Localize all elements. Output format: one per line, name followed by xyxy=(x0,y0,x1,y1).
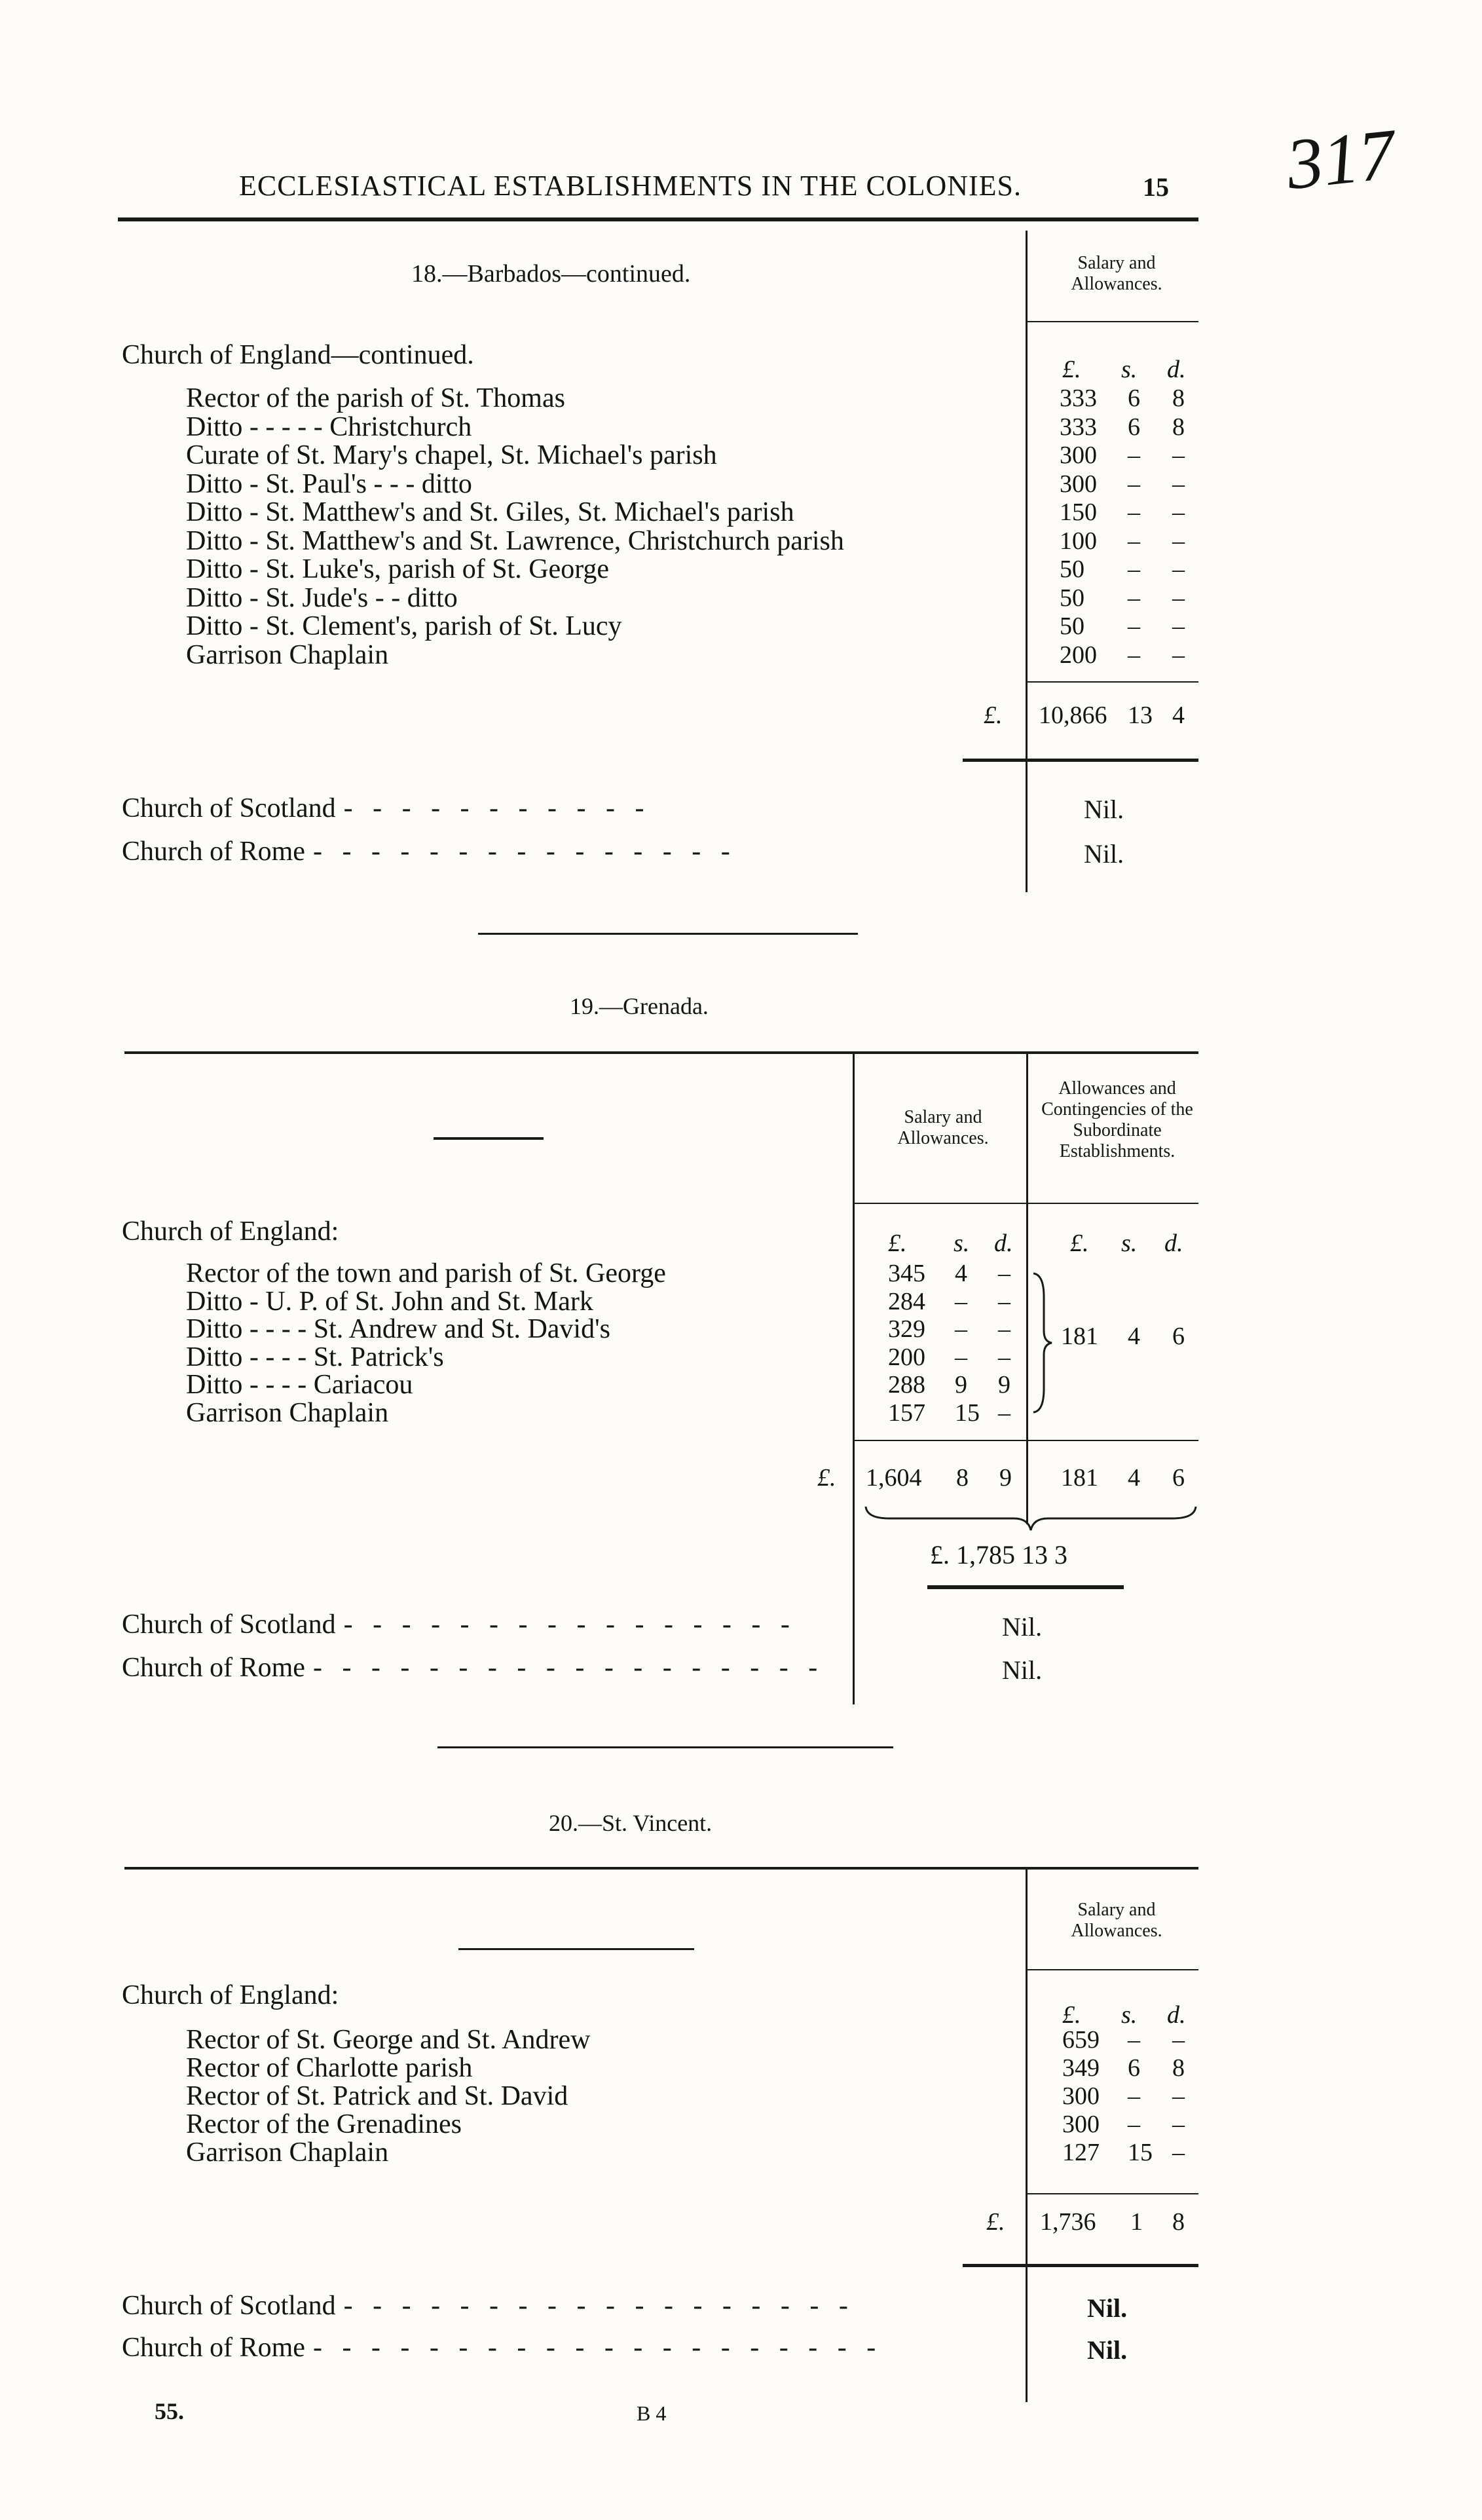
total2-pence: 6 xyxy=(1172,1464,1185,1492)
row-shillings: 4 xyxy=(955,1260,967,1287)
footer-signature: B 4 xyxy=(637,2401,667,2425)
row-label: Curate of St. Mary's chapel, St. Michael's parish xyxy=(186,440,717,470)
row-shillings: – xyxy=(955,1287,967,1315)
row-pounds: 333 xyxy=(1060,385,1097,412)
shillings-head-2: s. xyxy=(1121,1230,1138,1257)
running-title: ECCLESIASTICAL ESTABLISHMENTS IN THE COLONIES. xyxy=(239,170,1022,202)
footer-signature-mark: 55. xyxy=(155,2398,184,2424)
row-label: Ditto - - - - St. Patrick's xyxy=(186,1342,444,1372)
row-label: Ditto - St. Matthew's and St. Lawrence, Christchurch parish xyxy=(186,525,844,556)
row-pence: – xyxy=(998,1343,1010,1371)
row-pence: – xyxy=(1172,2139,1185,2166)
row-label: Ditto - St. Luke's, parish of St. George xyxy=(186,554,610,584)
row-shillings: – xyxy=(955,1343,967,1371)
row-pence: – xyxy=(1172,2026,1185,2054)
row-label: Ditto - St. Jude's - - ditto xyxy=(186,582,458,613)
row-pounds: 333 xyxy=(1060,413,1097,441)
church-of-scotland: Church of Scotland - - - - - - - - - - - xyxy=(122,793,651,823)
church-of-rome-value: Nil. xyxy=(1087,2335,1128,2365)
row-pence: – xyxy=(998,1399,1010,1427)
row-pence: 8 xyxy=(1172,413,1185,441)
total-pence: 9 xyxy=(999,1464,1012,1492)
section-title: 19.—Grenada. xyxy=(570,993,709,1019)
section-end-rule xyxy=(437,1746,893,1748)
row-label: Rector of Charlotte parish xyxy=(186,2053,473,2083)
handwritten-folio: 317 xyxy=(1283,113,1399,205)
total-pence: 8 xyxy=(1172,2208,1185,2236)
label-column-mark xyxy=(434,1137,544,1140)
total-shillings: 13 xyxy=(1128,702,1153,729)
row-shillings: – xyxy=(955,1315,967,1343)
row-label: Ditto - St. Matthew's and St. Giles, St. Michael's parish xyxy=(186,497,794,527)
row-pounds: 157 xyxy=(888,1399,925,1427)
pence-head: d. xyxy=(994,1230,1013,1257)
row-pence: – xyxy=(1172,584,1185,612)
pounds-head-2: £. xyxy=(1070,1230,1089,1257)
subtotal-rule xyxy=(853,1440,1198,1441)
column-divider-right xyxy=(1026,1053,1028,1524)
row-label: Garrison Chaplain xyxy=(186,2137,389,2168)
pence-head: d. xyxy=(1167,2001,1186,2029)
row-pence: – xyxy=(1172,555,1185,583)
row-shillings: – xyxy=(1128,2111,1140,2138)
row-pounds: 200 xyxy=(888,1343,925,1371)
row-pounds: 349 xyxy=(1062,2054,1100,2082)
row-label: Rector of the Grenadines xyxy=(186,2109,462,2139)
row-pence: 8 xyxy=(1172,2054,1185,2082)
row-label: Ditto - St. Paul's - - - ditto xyxy=(186,468,472,499)
bracket-shillings: 4 xyxy=(1128,1323,1140,1350)
section-end-rule xyxy=(478,933,858,935)
row-shillings: – xyxy=(1128,470,1140,498)
row-shillings: – xyxy=(1128,612,1140,640)
row-shillings: 9 xyxy=(955,1371,967,1399)
row-pence: – xyxy=(1172,470,1185,498)
section-top-rule xyxy=(124,1867,1198,1870)
column-divider xyxy=(1026,231,1028,892)
church-of-rome: Church of Rome - - - - - - - - - - - - - - - xyxy=(122,837,737,867)
row-pence: – xyxy=(1172,2082,1185,2110)
section-top-rule xyxy=(124,1051,1198,1054)
row-pounds: 127 xyxy=(1062,2139,1100,2166)
pounds-head: £. xyxy=(1062,2001,1081,2029)
row-pounds: 288 xyxy=(888,1371,925,1399)
row-shillings: – xyxy=(1128,2026,1140,2054)
row-shillings: – xyxy=(1128,641,1140,669)
shillings-head: s. xyxy=(954,1230,970,1257)
row-shillings: – xyxy=(1128,555,1140,583)
row-label: Rector of the town and parish of St. George xyxy=(186,1258,666,1288)
column-header-contingencies: Allowances and Contingencies of the Subordinate Establishments. xyxy=(1041,1078,1193,1161)
total-pounds: 1,736 xyxy=(1040,2208,1096,2236)
church-of-scotland: Church of Scotland - - - - - - - - - - - - - - - - xyxy=(122,1609,796,1640)
row-pounds: 150 xyxy=(1060,498,1097,526)
grand-total: £. 1,785 13 3 xyxy=(930,1540,1067,1570)
total-shillings: 1 xyxy=(1130,2208,1143,2236)
church-of-rome: Church of Rome - - - - - - - - - - - - - - - - - - xyxy=(122,1653,824,1683)
church-of-england-heading: Church of England: xyxy=(122,1216,339,1247)
row-pence: – xyxy=(1172,442,1185,469)
row-label: Ditto - - - - St. Andrew and St. David's xyxy=(186,1314,611,1344)
row-shillings: 6 xyxy=(1128,385,1140,412)
row-label: Garrison Chaplain xyxy=(186,639,389,670)
row-label: Rector of the parish of St. Thomas xyxy=(186,383,565,413)
row-pence: – xyxy=(1172,641,1185,669)
total2-pounds: 181 xyxy=(1061,1464,1098,1492)
row-pounds: 300 xyxy=(1062,2082,1100,2110)
header-rule xyxy=(118,217,1198,221)
label-column-mark xyxy=(458,1948,694,1950)
row-pence: – xyxy=(1172,527,1185,555)
pounds-head: £. xyxy=(888,1230,907,1257)
church-of-scotland-value: Nil. xyxy=(1084,795,1124,824)
total-symbol: £. xyxy=(984,702,1003,729)
total-pence: 4 xyxy=(1172,702,1185,729)
row-pence: – xyxy=(1172,2111,1185,2138)
grand-total-rule xyxy=(927,1585,1124,1589)
total-rule xyxy=(963,759,1198,762)
row-shillings: 6 xyxy=(1128,413,1140,441)
row-shillings: – xyxy=(1128,442,1140,469)
row-label: Ditto - - - - - Christchurch xyxy=(186,411,472,442)
row-shillings: 15 xyxy=(955,1399,980,1427)
row-shillings: – xyxy=(1128,584,1140,612)
row-shillings: – xyxy=(1128,498,1140,526)
church-of-scotland-value: Nil. xyxy=(1087,2293,1128,2323)
total2-shillings: 4 xyxy=(1128,1464,1140,1492)
total-rule xyxy=(963,2264,1198,2267)
church-of-scotland-value: Nil. xyxy=(1002,1612,1043,1642)
row-pounds: 50 xyxy=(1060,612,1084,640)
row-label: Ditto - - - - Cariacou xyxy=(186,1370,413,1400)
row-pounds: 300 xyxy=(1060,470,1097,498)
shillings-head: s. xyxy=(1121,356,1138,383)
column-header-rule xyxy=(1026,1969,1198,1970)
brace-icon xyxy=(1029,1271,1056,1415)
row-pounds: 345 xyxy=(888,1260,925,1287)
total-symbol: £. xyxy=(817,1464,836,1492)
pounds-head: £. xyxy=(1062,356,1081,383)
row-pounds: 200 xyxy=(1060,641,1097,669)
summing-brace-icon xyxy=(863,1504,1198,1534)
total-shillings: 8 xyxy=(956,1464,969,1492)
row-pounds: 300 xyxy=(1062,2111,1100,2138)
row-pence: – xyxy=(998,1315,1010,1343)
shillings-head: s. xyxy=(1121,2001,1138,2029)
section-title: 18.—Barbados—continued. xyxy=(411,260,691,288)
pence-head-2: d. xyxy=(1164,1230,1183,1257)
church-of-england-heading: Church of England: xyxy=(122,1980,339,2010)
column-divider xyxy=(1026,1868,1028,2402)
column-header-rule xyxy=(1026,321,1198,322)
row-pounds: 659 xyxy=(1062,2026,1100,2054)
church-of-england-heading: Church of England—continued. xyxy=(122,340,474,370)
column-header-rule xyxy=(853,1203,1198,1204)
row-label: Rector of St. Patrick and St. David xyxy=(186,2081,568,2111)
total-pounds: 1,604 xyxy=(866,1464,922,1492)
row-pounds: 284 xyxy=(888,1287,925,1315)
church-of-rome-value: Nil. xyxy=(1084,839,1124,869)
row-shillings: – xyxy=(1128,527,1140,555)
column-header-salary: Salary and Allowances. xyxy=(897,1107,989,1148)
row-label: Rector of St. George and St. Andrew xyxy=(186,2025,591,2055)
church-of-scotland: Church of Scotland - - - - - - - - - - - - - - - - - - xyxy=(122,2291,855,2321)
row-pence: 8 xyxy=(1172,385,1185,412)
row-pounds: 50 xyxy=(1060,584,1084,612)
row-pounds: 100 xyxy=(1060,527,1097,555)
total-symbol: £. xyxy=(986,2208,1005,2236)
pence-head: d. xyxy=(1167,356,1186,383)
church-of-rome: Church of Rome - - - - - - - - - - - - - - - - - - - - xyxy=(122,2333,883,2363)
row-pence: – xyxy=(1172,612,1185,640)
row-shillings: – xyxy=(1128,2082,1140,2110)
row-pence: – xyxy=(1172,498,1185,526)
church-of-rome-value: Nil. xyxy=(1002,1655,1043,1685)
subtotal-rule xyxy=(1026,2193,1198,2194)
subtotal-rule xyxy=(1026,681,1198,683)
column-divider-left xyxy=(853,1053,855,1704)
row-pence: – xyxy=(998,1287,1010,1315)
row-pence: – xyxy=(998,1260,1010,1287)
row-label: Ditto - St. Clement's, parish of St. Lucy xyxy=(186,611,622,641)
bracket-pence: 6 xyxy=(1172,1323,1185,1350)
row-pounds: 50 xyxy=(1060,555,1084,583)
column-header: Salary and Allowances. xyxy=(1071,1900,1162,1941)
row-pence: 9 xyxy=(998,1371,1010,1399)
page-number: 15 xyxy=(1143,172,1169,202)
row-pounds: 300 xyxy=(1060,442,1097,469)
bracket-pounds: 181 xyxy=(1061,1323,1098,1350)
row-shillings: 15 xyxy=(1128,2139,1153,2166)
row-shillings: 6 xyxy=(1128,2054,1140,2082)
row-label: Garrison Chaplain xyxy=(186,1397,389,1428)
section-title: 20.—St. Vincent. xyxy=(549,1810,713,1836)
row-label: Ditto - U. P. of St. John and St. Mark xyxy=(186,1286,593,1317)
total-pounds: 10,866 xyxy=(1039,702,1107,729)
row-pounds: 329 xyxy=(888,1315,925,1343)
column-header: Salary and Allowances. xyxy=(1071,253,1162,294)
